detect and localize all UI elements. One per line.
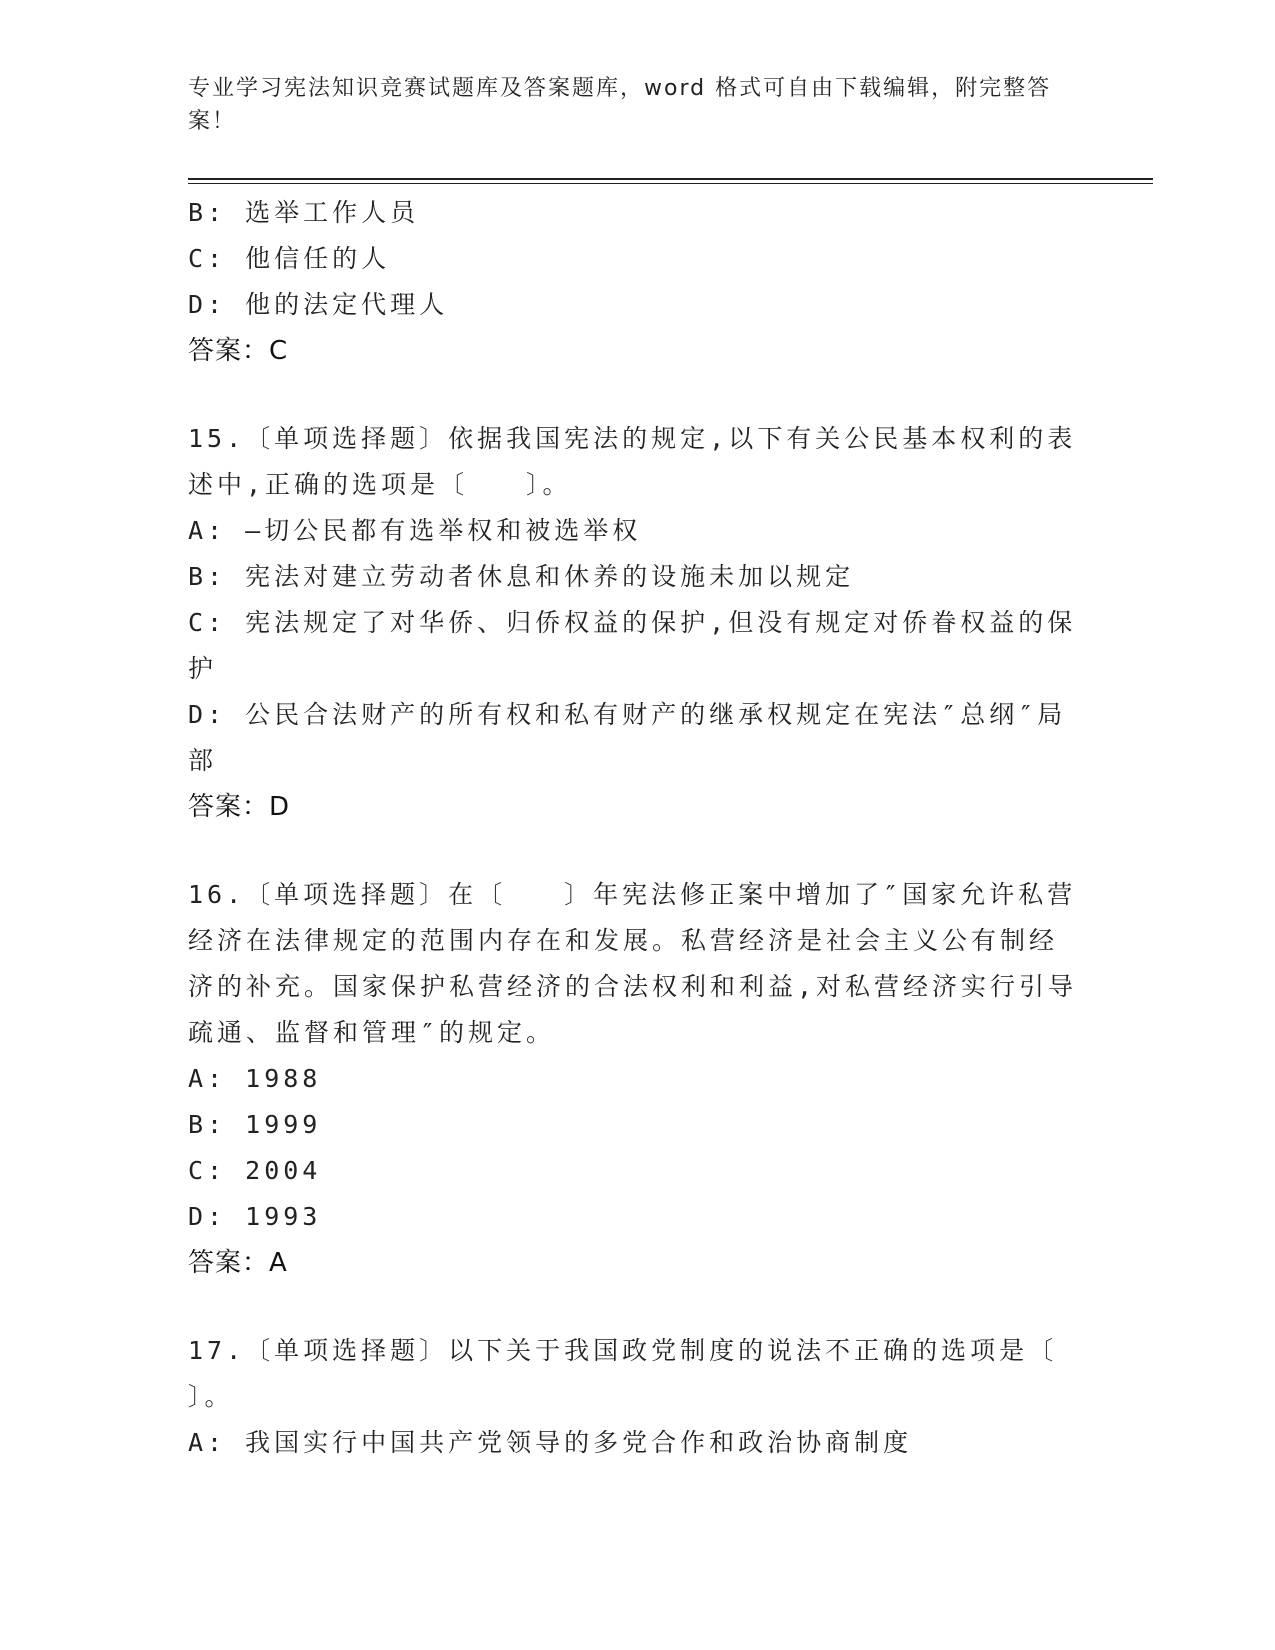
answer-line: 答案：D	[188, 792, 291, 822]
question-stem-line: 15.〔单项选择题〕依据我国宪法的规定,以下有关公民基本权利的表	[188, 424, 1077, 453]
option-c: C: 他信任的人	[188, 244, 391, 273]
header-line-2: 案！	[188, 109, 237, 134]
question-stem-line: 述中,正确的选项是〔 〕。	[188, 470, 572, 499]
spacer	[188, 374, 1088, 416]
header-divider-thick	[188, 178, 1153, 180]
option-d: D: 1993	[188, 1202, 322, 1231]
option-a: A: 我国实行中国共产党领导的多党合作和政治协商制度	[188, 1428, 913, 1457]
question-stem-line: 17.〔单项选择题〕以下关于我国政党制度的说法不正确的选项是〔	[188, 1336, 1058, 1365]
question-14-tail	[188, 190, 1088, 374]
option-d: D: 公民合法财产的所有权和私有财产的继承权规定在宪法″总纲″局	[188, 700, 1067, 729]
question-stem-line: 〕。	[188, 1382, 234, 1411]
answer-line: 答案：A	[188, 1248, 288, 1278]
option-a: A: 1988	[188, 1064, 322, 1093]
document-header	[188, 72, 1068, 138]
header-line-1: 专业学习宪法知识竞赛试题库及答案题库，word 格式可自由下载编辑，附完整答	[188, 76, 1052, 101]
document-body	[188, 190, 1088, 1466]
option-b: B: 选举工作人员	[188, 198, 420, 227]
question-stem-line: 16.〔单项选择题〕在〔 〕年宪法修正案中增加了″国家允许私营	[188, 880, 1077, 909]
option-b: B: 宪法对建立劳动者休息和休养的设施未加以规定	[188, 562, 855, 591]
spacer	[188, 830, 1088, 872]
option-c: C: 2004	[188, 1156, 322, 1185]
option-d-continued: 部	[188, 746, 218, 775]
option-a: A: —切公民都有选举权和被选举权	[188, 516, 642, 545]
option-d: D: 他的法定代理人	[188, 290, 449, 319]
header-divider-thin	[188, 183, 1153, 184]
question-16	[188, 872, 1088, 1286]
answer-line: 答案：C	[188, 336, 289, 366]
question-stem-line: 疏通、监督和管理″的规定。	[188, 1018, 556, 1047]
spacer	[188, 1286, 1088, 1328]
option-b: B: 1999	[188, 1110, 322, 1139]
question-stem-line: 经济在法律规定的范围内存在和发展。私营经济是社会主义公有制经	[188, 926, 1059, 955]
question-stem-line: 济的补充。国家保护私营经济的合法权利和利益,对私营经济实行引导	[188, 972, 1078, 1001]
question-15	[188, 416, 1088, 830]
option-c-continued: 护	[188, 654, 218, 683]
question-17	[188, 1328, 1088, 1466]
option-c: C: 宪法规定了对华侨、归侨权益的保护,但没有规定对侨眷权益的保	[188, 608, 1077, 637]
